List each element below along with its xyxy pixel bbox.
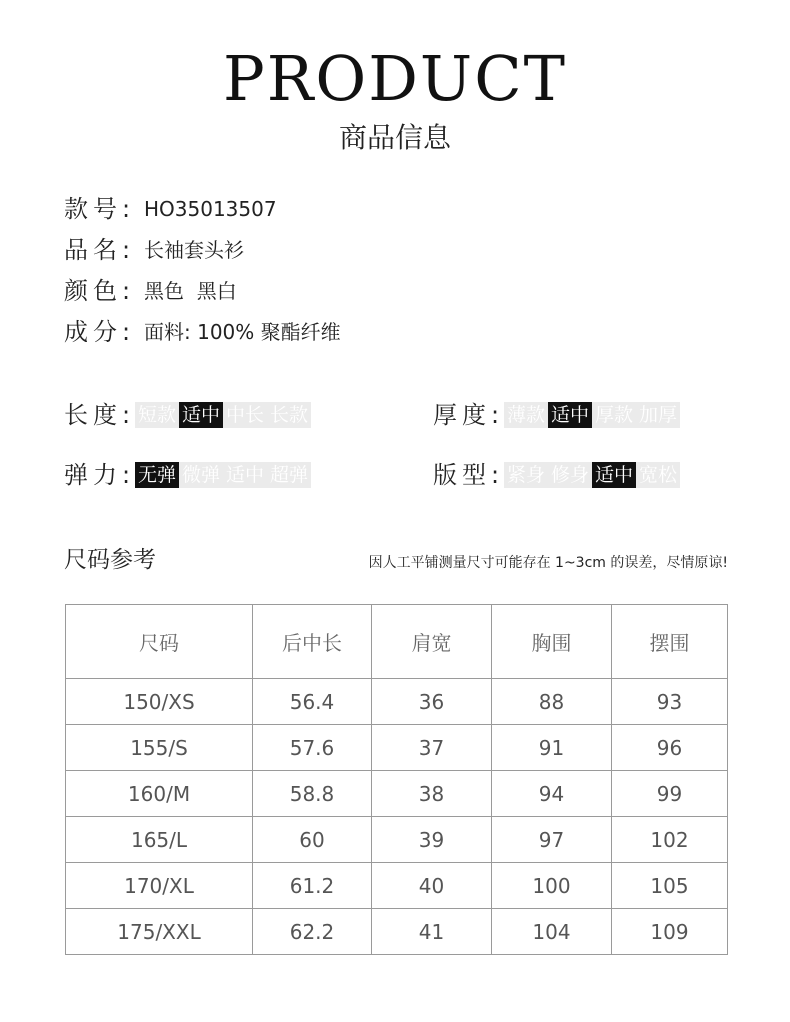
table-cell: 97 [492, 817, 612, 863]
table-cell: 60 [253, 817, 372, 863]
option-chip: 无弹 [135, 462, 179, 488]
attr-label: 厚度: [433, 401, 505, 429]
table-cell: 94 [492, 771, 612, 817]
option-chip: 宽松 [639, 464, 678, 486]
table-row [66, 909, 728, 955]
column-header: 胸围 [492, 605, 612, 679]
attr-options [504, 462, 680, 488]
table-row [66, 863, 728, 909]
option-chip: 修身 [551, 464, 590, 486]
page-subtitle: 商品信息 [338, 121, 451, 154]
table-cell: 91 [492, 725, 612, 771]
table-cell: 150/XS [66, 679, 253, 725]
table-row [66, 771, 728, 817]
table-cell: 38 [372, 771, 492, 817]
table-row [66, 725, 728, 771]
table-cell: 104 [492, 909, 612, 955]
size-table [65, 604, 728, 955]
table-cell: 109 [612, 909, 728, 955]
table-cell: 61.2 [253, 863, 372, 909]
option-chip: 长款 [270, 404, 309, 426]
attr-options [135, 462, 311, 488]
info-label: 颜色: [64, 277, 136, 305]
table-cell: 88 [492, 679, 612, 725]
attr-length [64, 398, 364, 432]
table-cell: 93 [612, 679, 728, 725]
column-header: 尺码 [66, 605, 253, 679]
table-cell: 40 [372, 863, 492, 909]
table-cell: 96 [612, 725, 728, 771]
attr-options [135, 402, 311, 428]
table-header-row [66, 605, 728, 679]
option-chip: 超弹 [270, 464, 309, 486]
info-label: 品名: [64, 236, 136, 264]
attr-label: 长度: [64, 401, 136, 429]
attr-label: 版型: [433, 461, 505, 489]
option-chip: 适中 [179, 402, 223, 428]
table-cell: 165/L [66, 817, 253, 863]
table-cell: 102 [612, 817, 728, 863]
attr-fit [433, 458, 733, 492]
table-cell: 100 [492, 863, 612, 909]
info-label: 成分: [64, 318, 136, 346]
attr-label: 弹力: [64, 461, 136, 489]
column-header: 摆围 [612, 605, 728, 679]
option-chip: 短款 [138, 404, 177, 426]
table-row [66, 679, 728, 725]
info-value: 黑色 黑白 [144, 279, 237, 303]
info-value: HO35013507 [144, 197, 277, 221]
table-cell: 57.6 [253, 725, 372, 771]
table-cell: 62.2 [253, 909, 372, 955]
table-cell: 160/M [66, 771, 253, 817]
table-cell: 175/XXL [66, 909, 253, 955]
option-chip: 中长 [226, 404, 265, 426]
table-cell: 58.8 [253, 771, 372, 817]
attr-options [504, 402, 680, 428]
table-cell: 105 [612, 863, 728, 909]
table-row [66, 817, 728, 863]
table-cell: 41 [372, 909, 492, 955]
option-chip: 紧身 [507, 464, 546, 486]
option-chip: 加厚 [639, 404, 678, 426]
page-title: PRODUCT [223, 42, 567, 115]
table-cell: 56.4 [253, 679, 372, 725]
table-cell: 39 [372, 817, 492, 863]
column-header: 后中长 [253, 605, 372, 679]
info-value: 面料: 100% 聚酯纤维 [144, 320, 341, 344]
size-section-heading: 尺码参考 [64, 547, 156, 573]
option-chip: 微弹 [182, 464, 221, 486]
table-cell: 155/S [66, 725, 253, 771]
info-value: 长袖套头衫 [144, 238, 244, 262]
size-section-note: 因人工平铺测量尺寸可能存在 1~3cm 的误差，尽情原谅! [368, 555, 728, 571]
column-header: 肩宽 [372, 605, 492, 679]
attr-thickness [433, 398, 733, 432]
option-chip: 厚款 [595, 404, 634, 426]
attr-elasticity [64, 458, 364, 492]
option-chip: 适中 [592, 462, 636, 488]
option-chip: 薄款 [507, 404, 546, 426]
option-chip: 适中 [548, 402, 592, 428]
table-cell: 170/XL [66, 863, 253, 909]
table-cell: 37 [372, 725, 492, 771]
table-cell: 36 [372, 679, 492, 725]
table-cell: 99 [612, 771, 728, 817]
option-chip: 适中 [226, 464, 265, 486]
info-label: 款号: [64, 195, 136, 223]
